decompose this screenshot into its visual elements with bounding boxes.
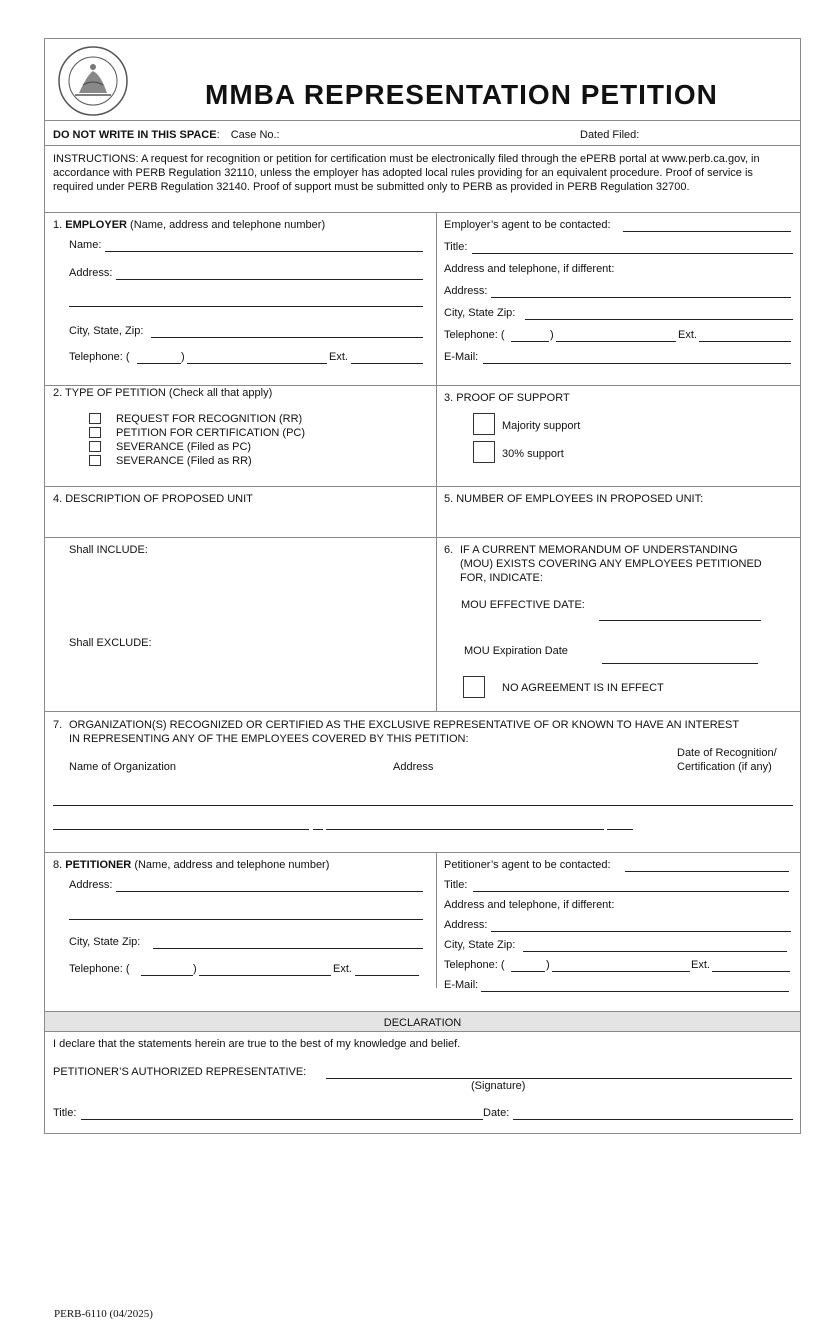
declaration-heading: DECLARATION: [383, 1017, 462, 1029]
organization-separator-field[interactable]: [313, 829, 323, 830]
employer-heading-note: (Name, address and telephone number): [130, 219, 326, 231]
employer-agent-telephone-field[interactable]: [556, 341, 676, 342]
petitioner-agent-email-field[interactable]: [481, 991, 789, 992]
form-number: PERB-6110 (04/2025): [54, 1308, 153, 1320]
no-agreement-label: NO AGREEMENT IS IN EFFECT: [502, 682, 664, 694]
petitioner-agent-ext-field[interactable]: [712, 971, 790, 972]
checkbox-majority-support[interactable]: [473, 413, 495, 435]
checkbox-pc[interactable]: [89, 427, 101, 438]
organizations-line-2: IN REPRESENTING ANY OF THE EMPLOYEES COVERED BY THIS PETITION:: [69, 733, 469, 745]
employer-agent-tel-close: ): [550, 329, 554, 341]
option-severance-rr-label: SEVERANCE (Filed as RR): [116, 455, 252, 467]
unit-description-heading: 4. DESCRIPTION OF PROPOSED UNIT: [53, 493, 253, 505]
number-of-employees-heading: 5. NUMBER OF EMPLOYEES IN PROPOSED UNIT:: [444, 493, 704, 505]
declaration-date-field[interactable]: [513, 1119, 793, 1120]
instructions-text: INSTRUCTIONS: A request for recognition or petition for certification must be electronically filed through the ePERB portal at www.perb.ca.gov, in accordance with PERB Regulation 32110, unless the employer has adopted local rules providing for an equivalent procedure. Proof of service is required under PERB Regulation 32140. Proof of support must be submitted only to PERB as provided in PERB Regulation 32700.: [53, 153, 760, 193]
petitioner-agent-email-label: E-Mail:: [444, 979, 479, 991]
petitioner-heading-note: (Name, address and telephone number): [134, 859, 330, 871]
declaration-date-label: Date:: [483, 1107, 510, 1119]
petitioner-heading: [53, 859, 329, 871]
petitioner-city-field[interactable]: [153, 948, 423, 949]
employer-name-field[interactable]: [105, 251, 423, 252]
petitioner-agent-telephone-field[interactable]: [552, 971, 690, 972]
employer-agent-ext-label: Ext.: [678, 329, 697, 341]
employer-if-different: Address and telephone, if different:: [444, 263, 615, 275]
state-seal-icon: [57, 45, 129, 117]
petitioner-agent-title-field[interactable]: [473, 891, 789, 892]
thirty-support-label: 30% support: [502, 448, 564, 460]
petitioner-address-label: Address:: [69, 879, 113, 891]
office-use-colon: :: [216, 129, 220, 141]
form-title: MMBA REPRESENTATION PETITION: [205, 79, 718, 110]
case-no-label: Case No.:: [230, 129, 280, 141]
petitioner-telephone-field[interactable]: [199, 975, 331, 976]
proof-of-support-heading: 3. PROOF OF SUPPORT: [444, 392, 570, 404]
employer-heading-label: EMPLOYER: [65, 219, 127, 231]
shall-include-label: Shall INCLUDE:: [69, 544, 148, 556]
certification-date-label: Certification (if any): [677, 761, 772, 773]
organization-address-column: Address: [393, 761, 434, 773]
employer-agent-address-label: Address:: [444, 285, 488, 297]
employer-agent-ext-field[interactable]: [699, 341, 791, 342]
employer-agent-city-field[interactable]: [525, 319, 793, 320]
employer-agent-field[interactable]: [623, 231, 791, 232]
option-severance-pc-label: SEVERANCE (Filed as PC): [116, 441, 252, 453]
organization-entry-line-1[interactable]: [53, 805, 793, 806]
organizations-line-1: ORGANIZATION(S) RECOGNIZED OR CERTIFIED AS THE EXCLUSIVE REPRESENTATIVE OF OR KNOWN TO HAVE AN INTEREST: [69, 719, 740, 731]
declaration-statement: I declare that the statements herein are true to the best of my knowledge and belief.: [53, 1038, 461, 1050]
organization-date-field-2[interactable]: [607, 829, 633, 830]
employer-tel-close: ): [181, 351, 185, 363]
petitioner-agent-telephone-label: Telephone: (: [444, 959, 505, 971]
petitioner-agent-city-field[interactable]: [523, 951, 787, 952]
employer-agent-address-field[interactable]: [491, 297, 791, 298]
signature-caption: (Signature): [471, 1080, 526, 1092]
petitioner-number: 8.: [53, 859, 63, 871]
declaration-title-label: Title:: [53, 1107, 77, 1119]
mou-number: 6.: [444, 544, 454, 556]
employer-address-field-2[interactable]: [69, 306, 423, 307]
employer-ext-label: Ext.: [329, 351, 348, 363]
majority-support-label: Majority support: [502, 420, 581, 432]
organization-address-field-2[interactable]: [326, 829, 604, 830]
checkbox-rr[interactable]: [89, 413, 101, 424]
office-use-row: [53, 129, 280, 141]
petitioner-address-field[interactable]: [116, 891, 423, 892]
employer-city-label: City, State, Zip:: [69, 325, 144, 337]
employer-agent-label: Employer’s agent to be contacted:: [444, 219, 611, 231]
employer-agent-area-code-field[interactable]: [511, 341, 549, 342]
petitioner-agent-field[interactable]: [625, 871, 789, 872]
dated-filed-label: Dated Filed:: [580, 129, 640, 141]
employer-heading: [53, 219, 325, 231]
petitioner-agent-label: Petitioner’s agent to be contacted:: [444, 859, 611, 871]
employer-name-label: Name:: [69, 239, 102, 251]
declaration-title-field[interactable]: [81, 1119, 483, 1120]
mou-effective-date-field[interactable]: [599, 620, 761, 621]
organization-name-column: Name of Organization: [69, 761, 176, 773]
petitioner-heading-label: PETITIONER: [65, 859, 132, 871]
checkbox-severance-pc[interactable]: [89, 441, 101, 452]
employer-agent-title-label: Title:: [444, 241, 468, 253]
employer-agent-city-label: City, State Zip:: [444, 307, 516, 319]
option-pc-label: PETITION FOR CERTIFICATION (PC): [116, 427, 306, 439]
employer-telephone-label: Telephone: (: [69, 351, 130, 363]
shall-exclude-label: Shall EXCLUDE:: [69, 637, 152, 649]
petitioner-agent-tel-close: ): [546, 959, 550, 971]
petition-form: [44, 38, 801, 1134]
employer-area-code-field[interactable]: [137, 363, 181, 364]
petition-type-heading: 2. TYPE OF PETITION (Check all that apply): [53, 387, 273, 399]
mou-expiration-date-label: MOU Expiration Date: [464, 645, 568, 657]
mou-expiration-date-field[interactable]: [602, 663, 758, 664]
employer-city-field[interactable]: [151, 337, 423, 338]
petitioner-city-label: City, State Zip:: [69, 936, 141, 948]
petitioner-agent-city-label: City, State Zip:: [444, 939, 516, 951]
petitioner-ext-field[interactable]: [355, 975, 419, 976]
checkbox-30-support[interactable]: [473, 441, 495, 463]
checkbox-severance-rr[interactable]: [89, 455, 101, 466]
employer-ext-field[interactable]: [351, 363, 423, 364]
signature-field[interactable]: [326, 1078, 792, 1079]
petitioner-area-code-field[interactable]: [141, 975, 193, 976]
employer-address-label: Address:: [69, 267, 113, 279]
petitioner-if-different: Address and telephone, if different:: [444, 899, 615, 911]
employer-address-field[interactable]: [116, 279, 423, 280]
office-use-label: DO NOT WRITE IN THIS SPACE: [53, 129, 217, 141]
employer-number: 1.: [53, 219, 63, 231]
petitioner-agent-address-label: Address:: [444, 919, 488, 931]
date-of-recognition-label: Date of Recognition/: [677, 747, 777, 759]
mou-line-2: (MOU) EXISTS COVERING ANY EMPLOYEES PETITIONED: [460, 558, 762, 570]
employer-agent-email-label: E-Mail:: [444, 351, 479, 363]
organizations-number: 7.: [53, 719, 63, 731]
employer-agent-telephone-label: Telephone: (: [444, 329, 505, 341]
petitioner-telephone-label: Telephone: (: [69, 963, 130, 975]
employer-agent-title-field[interactable]: [472, 253, 793, 254]
mou-line-3: FOR, INDICATE:: [460, 572, 543, 584]
option-rr-label: REQUEST FOR RECOGNITION (RR): [116, 413, 303, 425]
petitioner-agent-address-field[interactable]: [491, 931, 791, 932]
petitioner-tel-close: ): [193, 963, 197, 975]
mou-line-1: IF A CURRENT MEMORANDUM OF UNDERSTANDING: [460, 544, 738, 556]
employer-telephone-field[interactable]: [187, 363, 327, 364]
mou-effective-date-label: MOU EFFECTIVE DATE:: [461, 599, 585, 611]
organization-name-field-2[interactable]: [53, 829, 309, 830]
petitioner-agent-title-label: Title:: [444, 879, 468, 891]
authorized-representative-label: PETITIONER’S AUTHORIZED REPRESENTATIVE:: [53, 1066, 307, 1078]
employer-agent-email-field[interactable]: [483, 363, 791, 364]
petitioner-address-field-2[interactable]: [69, 919, 423, 920]
petitioner-agent-ext-label: Ext.: [691, 959, 710, 971]
checkbox-no-agreement[interactable]: [463, 676, 485, 698]
petitioner-ext-label: Ext.: [333, 963, 352, 975]
petitioner-agent-area-code-field[interactable]: [511, 971, 545, 972]
